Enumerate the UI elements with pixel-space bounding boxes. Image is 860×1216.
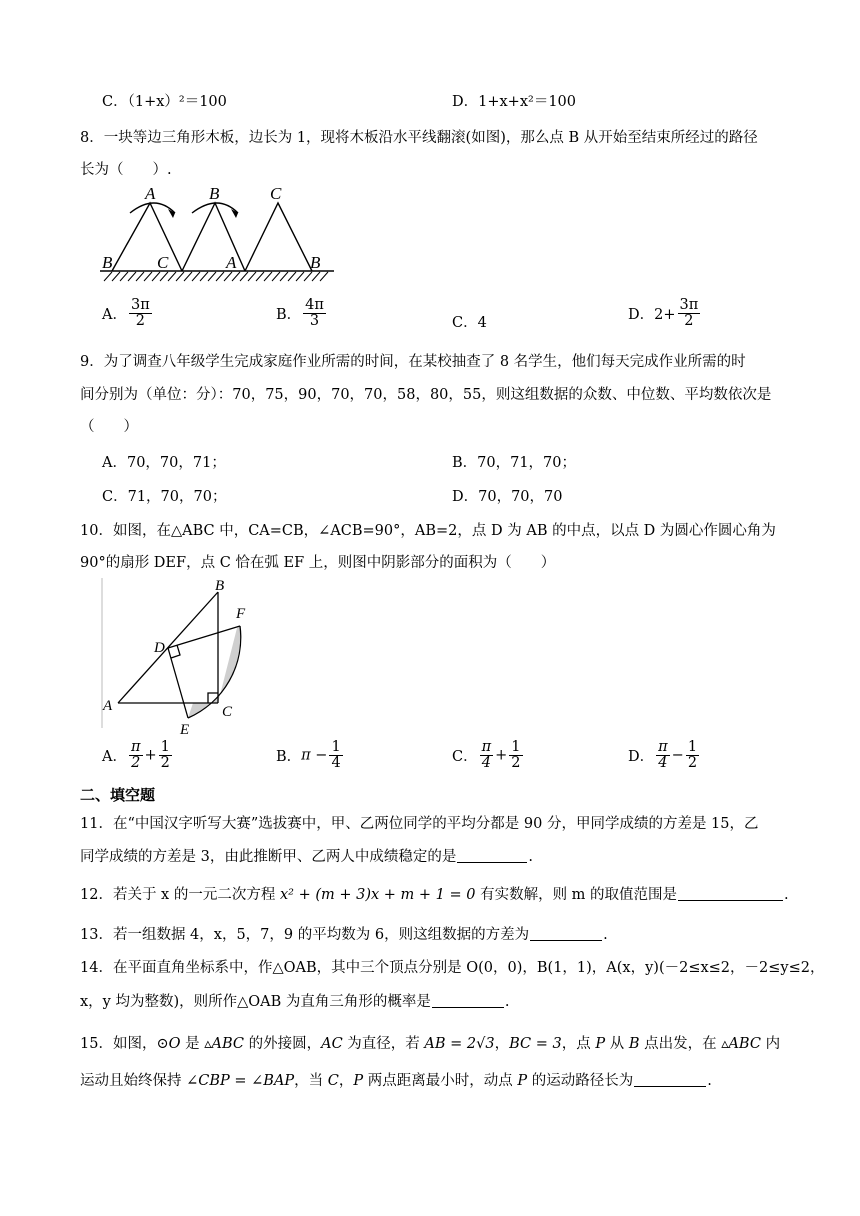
q10-label-e: E (180, 722, 190, 738)
q12-stem: 12．若关于 x 的一元二次方程 x² + (m + 3)x + m + 1 = 0 有实数解，则 m 的取值范围是 . (80, 887, 789, 903)
q8-label-a-bottom: A (226, 253, 237, 272)
q11-stem-line1: 11．在“中国汉字听写大赛”选拔赛中，甲、乙两位同学的平均分都是 90 分，甲同学成绩的方差是 15，乙 (80, 816, 759, 832)
q15-stem-line1: 15．如图，⊙O 是 ▵ABC 的外接圆，AC 为直径，若 AB = 2√3，BC = 3，点 P 从 B 点出发，在 ▵ABC 内 (80, 1036, 781, 1052)
q10-option-c: C． $\frac{\pi}{4}$ + $\frac{1}{2}$ (452, 739, 521, 772)
q8-stem-line1: 8．一块等边三角形木板，边长为 1，现将木板沿水平线翻滚(如图)，那么点 B 从开始至结束所经过的路径 (80, 130, 758, 146)
q8-stem-line2: 长为（ ）. (80, 162, 172, 178)
q9-stem-line2: 间分别为（单位：分）：70，75，90，70，70，58，80，55，则这组数据的众数、中位数、平均数依次是 (80, 387, 772, 403)
q8-label-c-top: C (270, 185, 282, 203)
q13-answer-blank[interactable] (530, 939, 602, 941)
q8-label-b-top: B (209, 185, 220, 203)
q8-option-a: A． $\frac{3\pi}{2}$ (102, 297, 150, 330)
q12-answer-blank[interactable] (678, 899, 783, 901)
q8-label-c-bottom: C (157, 253, 169, 272)
q9-option-c: C．71，70，70； (102, 489, 227, 505)
q10-option-a: A． $\frac{\pi}{2}$ + $\frac{1}{2}$ (102, 739, 170, 772)
q15-stem-line2: 运动且始终保持 ∠CBP = ∠BAP，当 C，P 两点距离最小时，动点 P 的运动路径长为 . (80, 1073, 712, 1089)
q11-stem-line2: 同学成绩的方差是 3，由此推断甲、乙两人中成绩稳定的是 . (80, 849, 533, 865)
q14-stem-line2: x，y 均为整数)，则所作△OAB 为直角三角形的概率是 . (80, 994, 510, 1010)
q11-answer-blank[interactable] (457, 861, 527, 863)
q8-option-c: C．4 (452, 315, 487, 331)
q9-stem-line3: （ ） (80, 419, 138, 435)
q8-label-b-right: B (310, 253, 321, 272)
q10-option-d: D． $\frac{\pi}{4}$ − $\frac{1}{2}$ (628, 739, 698, 772)
q8-label-a-top: A (145, 185, 156, 203)
q9-option-a: A．70，70，71； (102, 455, 226, 471)
q10-stem-line2: 90°的扇形 DEF，点 C 恰在弧 EF 上，则图中阴影部分的面积为（ ） (80, 555, 556, 571)
q12-equation: x² + (m + 3)x + m + 1 = 0 (279, 887, 476, 903)
q10-label-a: A (103, 698, 113, 714)
q10-label-b: B (215, 578, 225, 594)
q14-answer-blank[interactable] (432, 1006, 504, 1008)
q14-stem-line1: 14．在平面直角坐标系中，作△OAB，其中三个顶点分别是 O(0，0)，B(1，1)，A(x，y)(－2≤x≤2，－2≤y≤2， (80, 960, 825, 976)
q13-stem: 13．若一组数据 4，x，5，7，9 的平均数为 6，则这组数据的方差为 . (80, 927, 608, 943)
q8-rolling-triangle-figure (100, 185, 340, 295)
q10-label-f: F (236, 606, 246, 622)
q10-label-d: D (154, 640, 165, 656)
q7-option-d: D．1+x+x²＝100 (452, 94, 576, 110)
q8-option-d: D．2+ $\frac{3\pi}{2}$ (628, 297, 699, 330)
q8-label-b-left: B (102, 253, 113, 272)
q10-option-b: B．π − $\frac{1}{4}$ (276, 739, 341, 772)
q9-option-d: D．70，70，70 (452, 489, 563, 505)
q15-answer-blank[interactable] (634, 1085, 706, 1087)
q9-option-b: B．70，71，70； (452, 455, 577, 471)
q10-label-c: C (222, 704, 233, 720)
q10-stem-line1: 10．如图，在△ABC 中，CA=CB，∠ACB=90°，AB=2，点 D 为 AB 的中点，以点 D 为圆心作圆心角为 (80, 523, 776, 539)
q7-option-c: C．（1+x）²＝100 (102, 94, 227, 110)
q9-stem-line1: 9．为了调查八年级学生完成家庭作业所需的时间，在某校抽查了 8 名学生，他们每天完成作业所需的时 (80, 354, 746, 370)
section-title-fill-in: 二、填空题 (80, 786, 156, 804)
q10-sector-figure (100, 578, 260, 738)
q8-option-b: B． $\frac{4\pi}{3}$ (276, 297, 324, 330)
